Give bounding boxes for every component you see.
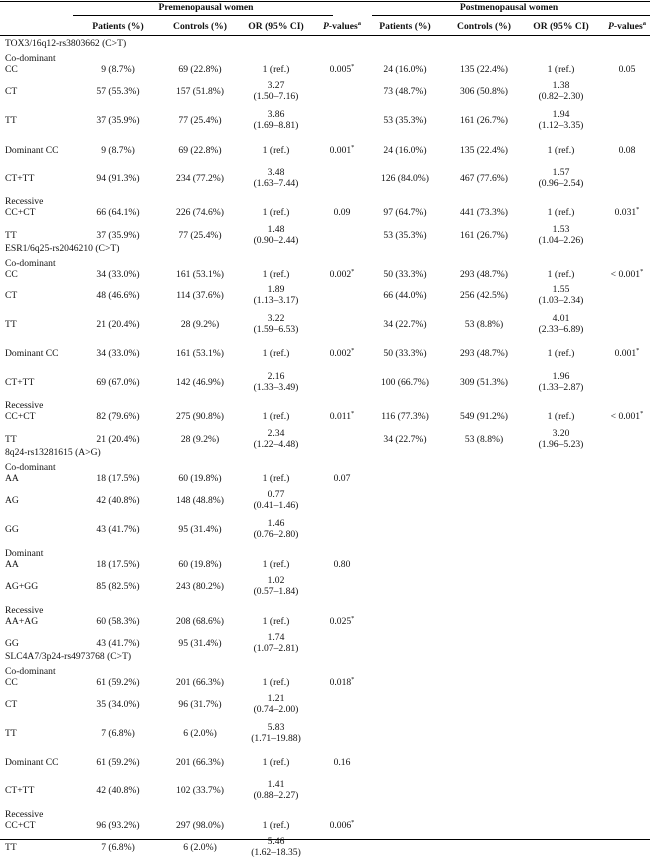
table-cell: 37 (35.9%) [96,230,140,241]
table-cell: 135 (22.4%) [460,64,508,75]
table-cell: 1.94 (1.12–3.35) [538,109,584,131]
genotype-label: CC [5,677,18,688]
table-cell: 60 (58.3%) [96,616,140,627]
table-cell: 297 (98.0%) [176,820,224,831]
table-cell: 1 (ref.) [262,616,290,627]
table-cell: 94 (91.3%) [96,173,140,184]
table-cell: 0.006* [329,818,355,831]
genotype-label: CT [5,699,18,710]
table-cell: 82 (79.6%) [96,411,140,422]
table-cell: 309 (51.3%) [460,377,508,388]
premenopausal-header: Premenopausal women [158,2,254,13]
table-cell: 0.002* [329,267,355,280]
table-cell: 0.025* [329,614,355,627]
table-cell: 1 (ref.) [262,269,290,280]
model-label: Recessive [5,400,44,411]
table-cell: 1 (ref.) [547,207,575,218]
column-header: Controls (%) [457,21,511,32]
table-cell: 0.002* [329,346,355,359]
genotype-label: TT [5,842,17,853]
genotype-label: CC [5,64,18,75]
genotype-label: CC [5,269,18,280]
model-label: Recessive [5,809,44,820]
table-cell: 96 (31.7%) [178,699,222,710]
table-cell: 37 (35.9%) [96,115,140,126]
model-label: Co-dominant [5,258,56,269]
table-cell: 102 (33.7%) [176,785,224,796]
table-cell: 549 (91.2%) [460,411,508,422]
table-cell: 0.05 [618,64,636,75]
table-cell: 1.53 (1.04–2.26) [538,224,584,246]
table-cell: 18 (17.5%) [96,559,140,570]
table-cell: 0.005* [329,62,355,75]
table-cell: 77 (25.4%) [178,230,222,241]
table-cell: 293 (48.7%) [460,269,508,280]
table-cell: 5.46 (1.62–18.35) [251,836,301,858]
table-cell: 293 (48.7%) [460,348,508,359]
table-cell: 201 (66.3%) [176,677,224,688]
table-cell: 1.02 (0.57–1.84) [253,575,299,597]
table-cell: 0.018* [329,675,355,688]
table-cell: 43 (41.7%) [96,524,140,535]
table-cell: 5.83 (1.71–19.88) [251,722,301,744]
table-cell: 275 (90.8%) [176,411,224,422]
table-cell: 243 (80.2%) [176,581,224,592]
table-cell: 0.07 [333,473,351,484]
table-cell: 100 (66.7%) [381,377,429,388]
table-cell: 1 (ref.) [262,64,290,75]
table-cell: 53 (35.3%) [383,230,427,241]
model-label: Recessive [5,605,44,616]
table-cell: 28 (9.2%) [180,434,220,445]
table-cell: 0.011* [329,409,355,422]
table-cell: 2.34 (1.22–4.48) [253,428,299,450]
table-cell: 226 (74.6%) [176,207,224,218]
genotype-label: CT [5,290,18,301]
table-cell: 0.77 (0.41–1.46) [253,489,299,511]
table-cell: 161 (53.1%) [176,269,224,280]
genotype-label: TT [5,230,17,241]
table-cell: 126 (84.0%) [381,173,429,184]
table-cell: 50 (33.3%) [383,348,427,359]
table-cell: 441 (73.3%) [460,207,508,218]
table-cell: 161 (26.7%) [460,115,508,126]
table-cell: 157 (51.8%) [176,86,224,97]
table-cell: 2.16 (1.33–3.49) [253,371,299,393]
table-cell: 148 (48.8%) [176,495,224,506]
table-cell: 0.08 [618,145,636,156]
table-cell: 6 (2.0%) [183,728,217,739]
table-cell: 1 (ref.) [262,348,290,359]
table-cell: 1 (ref.) [262,473,290,484]
genotype-label: AG+GG [5,581,39,592]
table-cell: 1.21 (0.74–2.00) [253,693,299,715]
column-header: Controls (%) [173,21,227,32]
column-header: P-values$^a$ [608,19,646,32]
table-cell: 1.46 (0.76–2.80) [253,518,299,540]
table-cell: 114 (37.6%) [176,290,224,301]
table-cell: 43 (41.7%) [96,638,140,649]
table-cell: 135 (22.4%) [460,145,508,156]
table-cell: 3.22 (1.59–6.53) [253,313,299,335]
genotype-label: TT [5,319,17,330]
model-label: Recessive [5,196,44,207]
table-cell: 0.001* [614,346,640,359]
header-rule [0,35,650,36]
table-cell: 208 (68.6%) [176,616,224,627]
table-cell: 1 (ref.) [547,348,575,359]
table-cell: 50 (33.3%) [383,269,427,280]
table-cell: 201 (66.3%) [176,757,224,768]
table-cell: 1.57 (0.96–2.54) [538,167,584,189]
table-cell: 69 (22.8%) [178,64,222,75]
table-cell: 1 (ref.) [262,820,290,831]
model-label: Co-dominant [5,666,56,677]
genotype-label: AA [5,473,19,484]
table-cell: 7 (6.8%) [101,728,135,739]
section-title: 8q24-rs13281615 (A>G) [5,447,101,458]
column-header: P-values$^a$ [323,19,361,32]
genotype-label: GG [5,524,19,535]
table-cell: 66 (64.1%) [96,207,140,218]
table-cell: < 0.001* [610,267,644,280]
genotype-label: CT+TT [5,173,35,184]
table-cell: 53 (8.8%) [464,434,504,445]
table-cell: 1.41 (0.88–2.27) [253,779,299,801]
table-cell: 18 (17.5%) [96,473,140,484]
group-rule [372,15,650,16]
table-cell: 69 (22.8%) [178,145,222,156]
column-header: OR (95% CI) [533,21,589,32]
table-cell: 0.09 [333,207,351,218]
genotype-label: AA [5,559,19,570]
table-cell: 1 (ref.) [547,411,575,422]
table-cell: 467 (77.6%) [460,173,508,184]
table-cell: 3.20 (1.96–5.23) [538,428,584,450]
table-cell: 9 (8.7%) [101,145,135,156]
section-title: ESR1/6q25-rs2046210 (C>T) [5,243,120,254]
table-cell: 1.48 (0.90–2.44) [253,224,299,246]
table-cell: 161 (53.1%) [176,348,224,359]
table-cell: 1.55 (1.03–2.34) [538,284,584,306]
column-header: Patients (%) [92,21,144,32]
column-header: Patients (%) [379,21,431,32]
table-cell: 116 (77.3%) [381,411,429,422]
table-cell: 97 (64.7%) [383,207,427,218]
table-cell: 21 (20.4%) [96,319,140,330]
table-cell: 1.74 (1.07–2.81) [253,632,299,654]
table-cell: < 0.001* [610,409,644,422]
table-cell: 1 (ref.) [262,207,290,218]
table-cell: 7 (6.8%) [101,842,135,853]
table-cell: 3.48 (1.63–7.44) [253,167,299,189]
table-cell: 1 (ref.) [262,677,290,688]
table-cell: 0.80 [333,559,351,570]
table-cell: 34 (22.7%) [383,434,427,445]
table-cell: 73 (48.7%) [383,86,427,97]
table-cell: 60 (19.8%) [178,559,222,570]
genotype-label: TT [5,728,17,739]
table-cell: 0.16 [333,757,351,768]
table-cell: 3.27 (1.50–7.16) [253,80,299,102]
table-cell: 21 (20.4%) [96,434,140,445]
table-cell: 57 (55.3%) [96,86,140,97]
table-cell: 1 (ref.) [547,269,575,280]
genotype-label: GG [5,638,19,649]
model-label: Co-dominant [5,53,56,64]
table-cell: 96 (93.2%) [96,820,140,831]
table-cell: 42 (40.8%) [96,495,140,506]
table-cell: 0.001* [329,143,355,156]
genotype-label: CC+CT [5,411,36,422]
genotype-label: CC+CT [5,820,36,831]
table-cell: 53 (35.3%) [383,115,427,126]
genotype-label: CT+TT [5,377,35,388]
table-cell: 34 (33.0%) [96,348,140,359]
table-cell: 69 (67.0%) [96,377,140,388]
table-cell: 28 (9.2%) [180,319,220,330]
table-cell: 4.01 (2.33–6.89) [538,313,584,335]
genotype-label: Dominant CC [5,145,59,156]
table-cell: 24 (16.0%) [383,145,427,156]
table-cell: 6 (2.0%) [183,842,217,853]
table-cell: 61 (59.2%) [96,677,140,688]
table-cell: 1 (ref.) [262,145,290,156]
table-cell: 1 (ref.) [262,559,290,570]
table-cell: 77 (25.4%) [178,115,222,126]
model-label: Co-dominant [5,462,56,473]
table-cell: 48 (46.6%) [96,290,140,301]
table-cell: 60 (19.8%) [178,473,222,484]
table-cell: 1 (ref.) [547,64,575,75]
genotype-label: AG [5,495,19,506]
table-cell: 35 (34.0%) [96,699,140,710]
table-cell: 24 (16.0%) [383,64,427,75]
bottom-rule [0,839,650,840]
table-cell: 0.031* [614,205,640,218]
table-cell: 234 (77.2%) [176,173,224,184]
table-cell: 42 (40.8%) [96,785,140,796]
table-cell: 256 (42.5%) [460,290,508,301]
genotype-label: CC+CT [5,207,36,218]
genotype-label: AA+AG [5,616,39,627]
column-header: OR (95% CI) [248,21,304,32]
table-cell: 95 (31.4%) [178,638,222,649]
genotype-label: Dominant CC [5,348,59,359]
section-title: SLC4A7/3p24-rs4973768 (C>T) [5,651,132,662]
model-label: Dominant [5,548,44,559]
table-cell: 61 (59.2%) [96,757,140,768]
genotype-label: CT+TT [5,785,35,796]
table-cell: 306 (50.8%) [460,86,508,97]
table-cell: 1 (ref.) [262,411,290,422]
genotype-label: TT [5,434,17,445]
table-cell: 161 (26.7%) [460,230,508,241]
group-rule [73,15,333,16]
table-cell: 1.96 (1.33–2.87) [538,371,584,393]
table-cell: 3.86 (1.69–8.81) [253,109,299,131]
table-cell: 66 (44.0%) [383,290,427,301]
table-cell: 9 (8.7%) [101,64,135,75]
table-cell: 1 (ref.) [262,757,290,768]
table-cell: 142 (46.9%) [176,377,224,388]
genotype-label: CT [5,86,18,97]
postmenopausal-header: Postmenopausal women [459,2,559,13]
table-cell: 1 (ref.) [547,145,575,156]
table-cell: 1.89 (1.13–3.17) [253,284,299,306]
table-cell: 34 (33.0%) [96,269,140,280]
section-title: TOX3/16q12-rs3803662 (C>T) [5,38,127,49]
genotype-label: TT [5,115,17,126]
table-cell: 85 (82.5%) [96,581,140,592]
genotype-label: Dominant CC [5,757,59,768]
table-cell: 34 (22.7%) [383,319,427,330]
table-cell: 95 (31.4%) [178,524,222,535]
table-cell: 1.38 (0.82–2.30) [538,80,584,102]
table-cell: 53 (8.8%) [464,319,504,330]
